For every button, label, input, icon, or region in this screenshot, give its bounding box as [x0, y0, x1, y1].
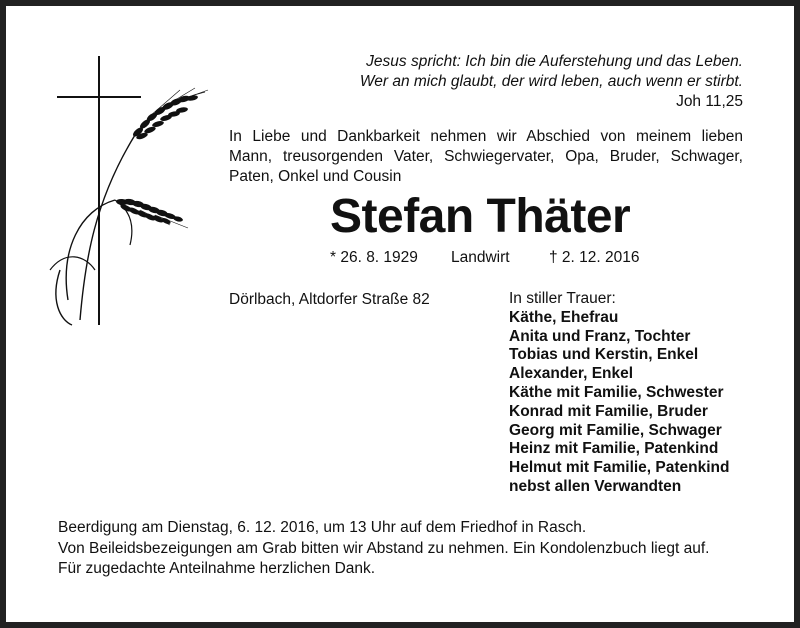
mourner: Alexander, Enkel [509, 365, 634, 383]
intro-line-2: Mann, treusorgenden Vater, Schwiegervater, Opa, Bruder, Schwager, [229, 148, 743, 165]
cross-icon [40, 50, 210, 335]
mourner: Helmut mit Familie, Patenkind [509, 459, 730, 477]
mourner: Tobias und Kerstin, Enkel [509, 346, 699, 364]
deceased-name: Stefan Thäter [330, 190, 631, 243]
mourner: Georg mit Familie, Schwager [509, 421, 722, 439]
quote-line-2: Wer an mich glaubt, der wird leben, auch wenn er stirbt. [359, 73, 743, 90]
mourner: Käthe, Ehefrau [509, 308, 619, 326]
address: Dörlbach, Altdorfer Straße 82 [229, 291, 430, 308]
mourner: Heinz mit Familie, Patenkind [509, 440, 719, 458]
birth-date: * 26. 8. 1929 [330, 249, 418, 266]
bible-quote [360, 52, 743, 112]
occupation: Landwirt [451, 249, 510, 266]
mourners-list [509, 290, 730, 497]
wheat-icon [50, 88, 208, 325]
footer-line-3: Für zugedachte Anteilnahme herzlichen Dank. [58, 560, 376, 577]
quote-reference: Joh 11,25 [676, 93, 743, 110]
mourner: Käthe mit Familie, Schwester [509, 383, 724, 401]
mourners-label: In stiller Trauer: [509, 290, 616, 307]
death-date: † 2. 12. 2016 [549, 249, 640, 266]
mourner: Konrad mit Familie, Bruder [509, 402, 708, 420]
footer-text [58, 518, 709, 580]
cross [57, 56, 141, 325]
intro-line-3: Paten, Onkel und Cousin [229, 168, 402, 185]
mourner: Anita und Franz, Tochter [509, 327, 691, 345]
footer-line-1: Beerdigung am Dienstag, 6. 12. 2016, um 13 Uhr auf dem Friedhof in Rasch. [58, 519, 587, 536]
footer-line-2: Von Beileidsbezeigungen am Grab bitten wir Abstand zu nehmen. Ein Kondolenzbuch liegt auf. [58, 539, 710, 557]
mourner: nebst allen Verwandten [509, 477, 682, 495]
intro-text [229, 127, 743, 187]
quote-line-1: Jesus spricht: Ich bin die Auferstehung und das Leben. [366, 53, 743, 70]
intro-line-1: In Liebe und Dankbarkeit nehmen wir Abschied von meinem lieben [229, 128, 743, 145]
